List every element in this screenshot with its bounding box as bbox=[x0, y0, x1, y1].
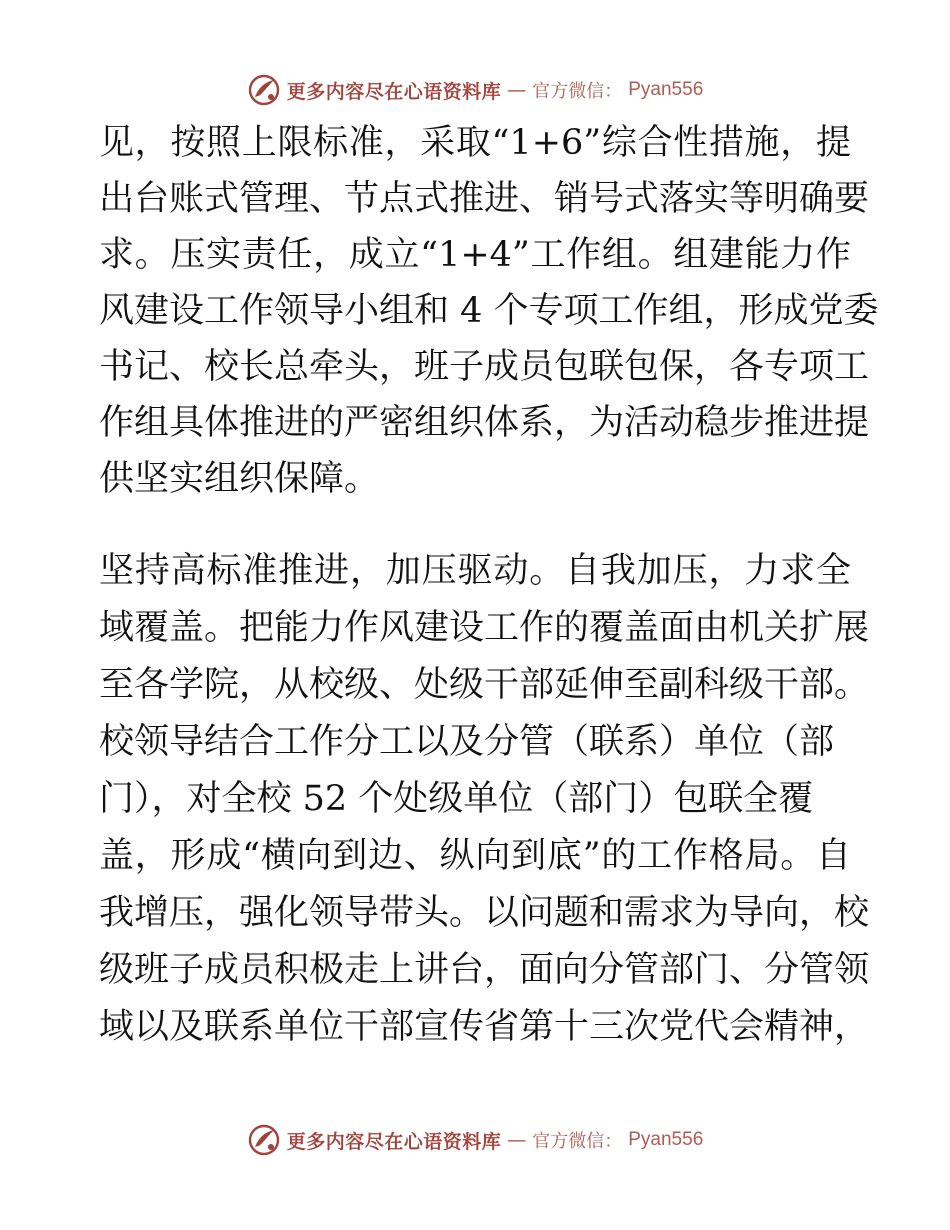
brand-logo-icon bbox=[247, 1123, 281, 1157]
banner-separator: — bbox=[507, 79, 527, 101]
text-line: 见，按照上限标准，采取“1+6”综合性措施，提 bbox=[99, 123, 851, 163]
text-line: 作组具体推进的严密组织体系，为活动稳步推进提 bbox=[99, 403, 870, 443]
text-line: 至各学院，从校级、处级干部延伸至副科级干部。 bbox=[99, 665, 870, 705]
text-line: 坚持高标准推进，加压驱动。自我加压，力求全 bbox=[99, 551, 851, 591]
text-line: 级班子成员积极走上讲台，面向分管部门、分管领 bbox=[99, 950, 870, 990]
text-line: 求。压实责任，成立“1+4”工作组。组建能力作 bbox=[99, 235, 851, 275]
text-line: 域以及联系单位干部宣传省第十三次党代会精神， bbox=[99, 1007, 870, 1047]
text-line: 供坚实组织保障。 bbox=[99, 459, 380, 499]
text-line: 书记、校长总牵头，班子成员包联包保，各专项工 bbox=[99, 347, 870, 387]
brand-logo-icon bbox=[247, 73, 281, 107]
banner-wechat-id: Pyan556 bbox=[628, 1129, 704, 1150]
text-line: 校领导结合工作分工以及分管（联系）单位（部 bbox=[99, 722, 835, 762]
text-line: 我增压，强化领导带头。以问题和需求为导向，校 bbox=[99, 893, 870, 933]
banner-wechat-id: Pyan556 bbox=[628, 79, 704, 100]
text-line: 盖，形成“横向到边、纵向到底”的工作格局。自 bbox=[99, 836, 851, 876]
banner-brand-text: 更多内容尽在心语资料库 bbox=[286, 1130, 502, 1153]
banner-wechat-label: 官方微信： bbox=[532, 81, 623, 102]
text-line: 域覆盖。把能力作风建设工作的覆盖面由机关扩展 bbox=[99, 608, 870, 648]
text-line: 门），对全校 52 个处级单位（部门）包联全覆 bbox=[99, 779, 814, 819]
text-line: 出台账式管理、节点式推进、销号式落实等明确要 bbox=[99, 179, 870, 219]
banner-brand-text: 更多内容尽在心语资料库 bbox=[286, 80, 502, 103]
banner-wechat-label: 官方微信： bbox=[532, 1131, 623, 1152]
text-line: 风建设工作领导小组和 4 个专项工作组，形成党委 bbox=[99, 291, 879, 331]
footer-banner bbox=[0, 1122, 950, 1158]
header-banner bbox=[0, 72, 950, 108]
banner-separator: — bbox=[507, 1129, 527, 1151]
